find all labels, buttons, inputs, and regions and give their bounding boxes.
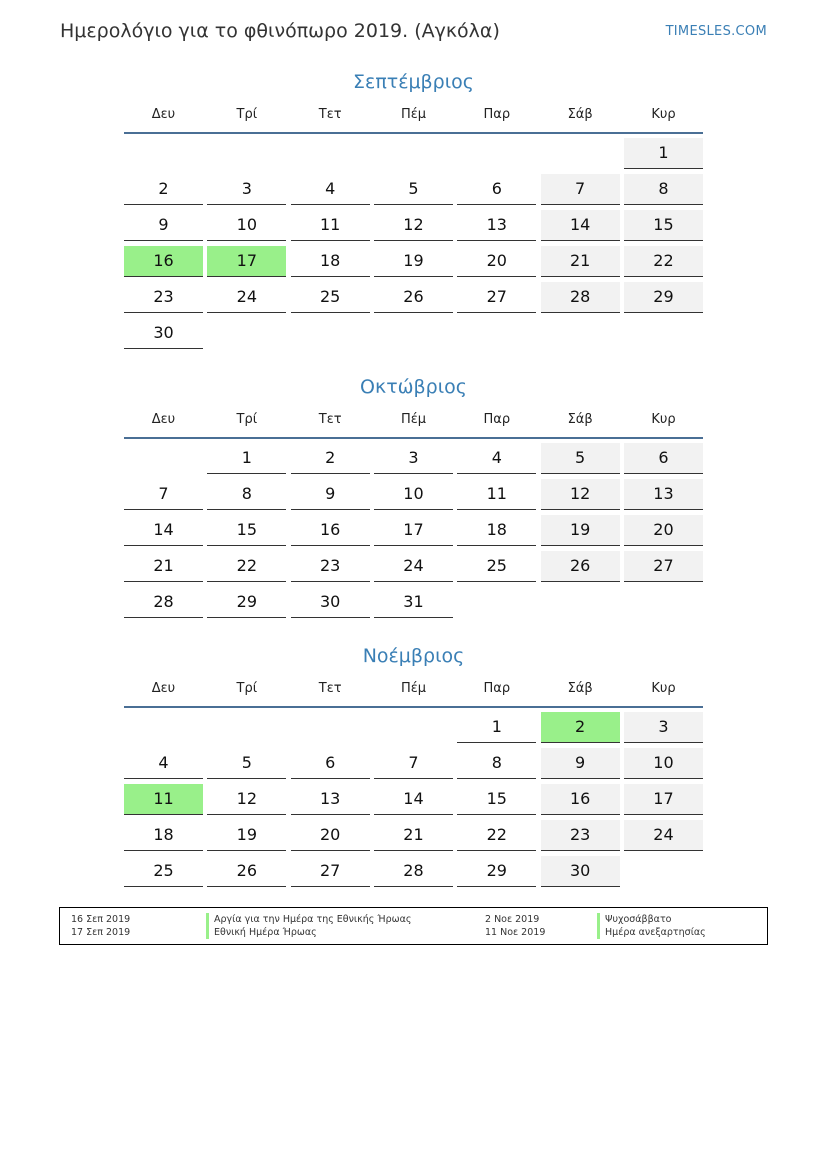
day-grid: [124, 712, 703, 892]
day-cell: 8: [624, 174, 703, 205]
month-october: [124, 373, 703, 623]
day-cell: 30: [124, 318, 203, 349]
day-cell: 28: [124, 587, 203, 618]
day-cell: 21: [374, 820, 453, 851]
empty-day-cell: [124, 712, 203, 742]
legend-date: 11 Νοε 2019: [485, 927, 546, 938]
header-divider: [124, 437, 703, 439]
day-grid: [124, 443, 703, 623]
day-cell: 18: [457, 515, 536, 546]
empty-day-cell: [291, 712, 370, 742]
day-cell: 27: [291, 856, 370, 887]
day-cell: 28: [541, 282, 620, 313]
legend-holiday-name: Αργία για την Ημέρα της Εθνικής Ήρωας: [206, 913, 411, 926]
day-cell: 3: [624, 712, 703, 743]
day-cell: 5: [541, 443, 620, 474]
weekday-label: Τετ: [318, 106, 342, 122]
weekday-label: Τρί: [236, 680, 258, 696]
day-cell: 14: [541, 210, 620, 241]
day-cell: 26: [541, 551, 620, 582]
day-cell: 9: [291, 479, 370, 510]
weekday-label: Δευ: [151, 411, 176, 427]
day-cell: 17: [624, 784, 703, 815]
day-cell: 29: [624, 282, 703, 313]
empty-day-cell: [541, 138, 620, 168]
day-cell: 4: [291, 174, 370, 205]
day-cell: 21: [541, 246, 620, 277]
empty-day-cell: [374, 138, 453, 168]
empty-day-cell: [207, 712, 286, 742]
day-cell: 24: [624, 820, 703, 851]
day-cell: 23: [541, 820, 620, 851]
weekday-label: Κυρ: [651, 680, 676, 696]
empty-day-cell: [291, 138, 370, 168]
day-cell: 15: [457, 784, 536, 815]
day-cell: 5: [207, 748, 286, 779]
day-cell: 10: [207, 210, 286, 241]
day-grid: [124, 138, 703, 354]
day-cell: 10: [374, 479, 453, 510]
legend-holiday-name: Εθνική Ημέρα Ήρωας: [206, 926, 317, 939]
day-cell: 25: [291, 282, 370, 313]
day-cell: 12: [541, 479, 620, 510]
day-cell: 6: [291, 748, 370, 779]
weekday-header: [124, 401, 703, 437]
day-cell: 2: [541, 712, 620, 743]
day-cell: 14: [374, 784, 453, 815]
day-cell: 17: [207, 246, 286, 277]
month-title: Νοέμβριος: [362, 645, 465, 667]
site-link[interactable]: TIMESLES.COM: [665, 24, 767, 39]
day-cell: 16: [124, 246, 203, 277]
day-cell: 8: [457, 748, 536, 779]
day-cell: 29: [207, 587, 286, 618]
day-cell: 26: [374, 282, 453, 313]
day-cell: 3: [207, 174, 286, 205]
day-cell: 20: [457, 246, 536, 277]
weekday-label: Τρί: [236, 106, 258, 122]
weekday-header: [124, 96, 703, 132]
day-cell: 1: [457, 712, 536, 743]
day-cell: 11: [124, 784, 203, 815]
empty-day-cell: [374, 712, 453, 742]
day-cell: 1: [207, 443, 286, 474]
legend-date: 17 Σεπ 2019: [71, 927, 131, 938]
weekday-label: Σάβ: [567, 411, 593, 427]
day-cell: 3: [374, 443, 453, 474]
holiday-legend: [59, 907, 768, 945]
legend-holiday-name: Ημέρα ανεξαρτησίας: [597, 926, 706, 939]
day-cell: 29: [457, 856, 536, 887]
day-cell: 19: [207, 820, 286, 851]
day-cell: 18: [291, 246, 370, 277]
day-cell: 28: [374, 856, 453, 887]
month-title: Σεπτέμβριος: [353, 71, 474, 93]
day-cell: 30: [541, 856, 620, 887]
weekday-label: Κυρ: [651, 411, 676, 427]
legend-holiday-name: Ψυχοσάββατο: [597, 913, 671, 926]
day-cell: 27: [624, 551, 703, 582]
day-cell: 7: [541, 174, 620, 205]
day-cell: 7: [374, 748, 453, 779]
day-cell: 11: [457, 479, 536, 510]
empty-day-cell: [124, 138, 203, 168]
day-cell: 23: [124, 282, 203, 313]
day-cell: 8: [207, 479, 286, 510]
day-cell: 13: [457, 210, 536, 241]
weekday-label: Πέμ: [400, 680, 427, 696]
weekday-label: Τετ: [318, 680, 342, 696]
day-cell: 19: [541, 515, 620, 546]
page-title: Ημερολόγιο για το φθινόπωρο 2019. (Αγκόλα): [60, 20, 500, 42]
day-cell: 16: [541, 784, 620, 815]
day-cell: 24: [374, 551, 453, 582]
day-cell: 2: [291, 443, 370, 474]
day-cell: 17: [374, 515, 453, 546]
day-cell: 27: [457, 282, 536, 313]
day-cell: 5: [374, 174, 453, 205]
weekday-label: Δευ: [151, 106, 176, 122]
weekday-header: [124, 670, 703, 706]
weekday-label: Δευ: [151, 680, 176, 696]
month-title: Οκτώβριος: [360, 376, 467, 398]
header-divider: [124, 132, 703, 134]
day-cell: 1: [624, 138, 703, 169]
weekday-label: Παρ: [483, 106, 511, 122]
weekday-label: Τρί: [236, 411, 258, 427]
day-cell: 16: [291, 515, 370, 546]
legend-date: 2 Νοε 2019: [485, 914, 540, 925]
day-cell: 9: [541, 748, 620, 779]
weekday-label: Παρ: [483, 680, 511, 696]
day-cell: 21: [124, 551, 203, 582]
day-cell: 24: [207, 282, 286, 313]
empty-day-cell: [124, 443, 203, 473]
weekday-label: Σάβ: [567, 106, 593, 122]
day-cell: 13: [624, 479, 703, 510]
day-cell: 15: [624, 210, 703, 241]
day-cell: 10: [624, 748, 703, 779]
weekday-label: Τετ: [318, 411, 342, 427]
day-cell: 6: [624, 443, 703, 474]
day-cell: 25: [457, 551, 536, 582]
day-cell: 20: [291, 820, 370, 851]
day-cell: 4: [124, 748, 203, 779]
day-cell: 25: [124, 856, 203, 887]
day-cell: 13: [291, 784, 370, 815]
day-cell: 23: [291, 551, 370, 582]
day-cell: 19: [374, 246, 453, 277]
day-cell: 22: [624, 246, 703, 277]
day-cell: 11: [291, 210, 370, 241]
weekday-label: Πέμ: [400, 411, 427, 427]
day-cell: 22: [207, 551, 286, 582]
empty-day-cell: [207, 138, 286, 168]
day-cell: 7: [124, 479, 203, 510]
day-cell: 26: [207, 856, 286, 887]
day-cell: 15: [207, 515, 286, 546]
month-september: [124, 68, 703, 354]
empty-day-cell: [457, 138, 536, 168]
day-cell: 30: [291, 587, 370, 618]
day-cell: 14: [124, 515, 203, 546]
header-divider: [124, 706, 703, 708]
weekday-label: Πέμ: [400, 106, 427, 122]
day-cell: 20: [624, 515, 703, 546]
day-cell: 2: [124, 174, 203, 205]
day-cell: 12: [374, 210, 453, 241]
weekday-label: Σάβ: [567, 680, 593, 696]
month-november: [124, 642, 703, 892]
day-cell: 9: [124, 210, 203, 241]
day-cell: 18: [124, 820, 203, 851]
day-cell: 6: [457, 174, 536, 205]
weekday-label: Παρ: [483, 411, 511, 427]
day-cell: 12: [207, 784, 286, 815]
day-cell: 4: [457, 443, 536, 474]
day-cell: 22: [457, 820, 536, 851]
day-cell: 31: [374, 587, 453, 618]
legend-date: 16 Σεπ 2019: [71, 914, 131, 925]
weekday-label: Κυρ: [651, 106, 676, 122]
